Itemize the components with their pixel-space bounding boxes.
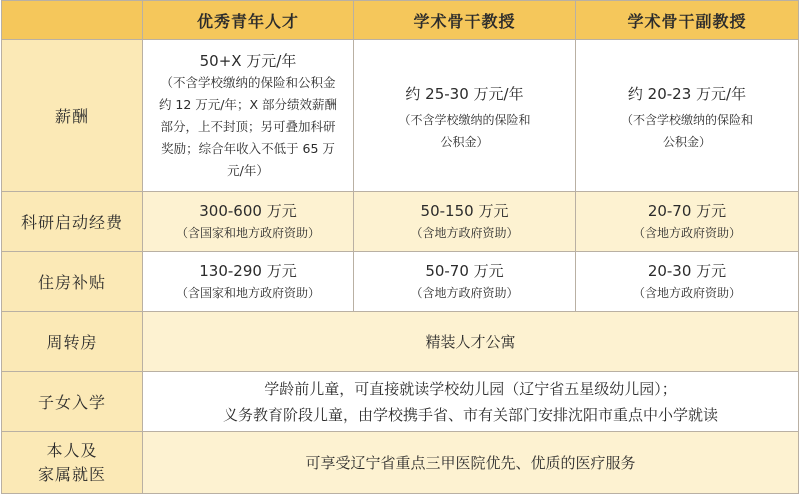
salary-c1-note-3: 部分，上不封顶；另可叠加科研 <box>160 118 336 134</box>
housing-professor <box>354 252 576 312</box>
children-row <box>2 372 799 432</box>
header-academic-professor: 学术骨干教授 <box>354 1 576 40</box>
research-c3-note: （含地方政府资助） <box>632 225 741 240</box>
research-c1-main: 300-600 万元 <box>199 201 297 220</box>
research-associate-professor <box>576 192 799 252</box>
research-professor <box>354 192 576 252</box>
housing-c1-note: （含国家和地方政府资助） <box>175 285 320 300</box>
header-excellent-youth: 优秀青年人才 <box>143 1 354 40</box>
housing-associate-professor <box>576 252 799 312</box>
header-corner <box>2 1 143 40</box>
benefits-table <box>1 0 799 494</box>
salary-c3-main: 约 20-23 万元/年 <box>627 84 747 103</box>
salary-c2-note-1: （不含学校缴纳的保险和 <box>398 112 531 127</box>
salary-associate-professor <box>576 40 799 192</box>
salary-c1-note-4: 奖励；综合年收入不低于 65 万 <box>161 140 335 156</box>
header-row <box>2 1 799 40</box>
row-label-salary: 薪酬 <box>2 40 143 192</box>
housing-c3-main: 20-30 万元 <box>647 261 727 280</box>
research-excellent-youth <box>143 192 354 252</box>
row-label-apartment: 周转房 <box>2 312 143 372</box>
housing-c2-main: 50-70 万元 <box>425 261 504 280</box>
research-c1-note: （含国家和地方政府资助） <box>175 225 320 240</box>
salary-c1-note-5: 元/年） <box>227 162 269 178</box>
research-c3-main: 20-70 万元 <box>647 201 727 220</box>
research-c2-note: （含地方政府资助） <box>410 225 519 240</box>
children-line-1: 学龄前儿童，可直接就读学校幼儿园（辽宁省五星级幼儿园）； <box>264 379 677 398</box>
apartment-row <box>2 312 799 372</box>
salary-c1-main: 50+X 万元/年 <box>199 51 297 70</box>
salary-c1-note-2: 约 12 万元/年；X 部分绩效薪酬 <box>158 96 338 112</box>
salary-c2-main: 约 25-30 万元/年 <box>405 84 524 103</box>
row-label-medical <box>2 432 143 494</box>
housing-excellent-youth <box>143 252 354 312</box>
salary-c2-note-2: 公积金） <box>440 134 489 149</box>
housing-c3-note: （含地方政府资助） <box>632 285 741 300</box>
row-label-research-funding: 科研启动经费 <box>2 192 143 252</box>
housing-row <box>2 252 799 312</box>
row-label-housing-subsidy: 住房补贴 <box>2 252 143 312</box>
salary-excellent-youth <box>143 40 354 192</box>
medical-label-line-2: 家属就医 <box>37 464 106 484</box>
apartment-value: 精装人才公寓 <box>143 312 799 372</box>
salary-row <box>2 40 799 192</box>
housing-c1-main: 130-290 万元 <box>199 261 297 280</box>
salary-c3-note-2: 公积金） <box>662 134 711 149</box>
row-label-children-education: 子女入学 <box>2 372 143 432</box>
housing-c2-note: （含地方政府资助） <box>410 285 519 300</box>
medical-row <box>2 432 799 494</box>
header-academic-associate-professor: 学术骨干副教授 <box>576 1 799 40</box>
medical-value: 可享受辽宁省重点三甲医院优先、优质的医疗服务 <box>143 432 799 494</box>
salary-professor <box>354 40 576 192</box>
salary-c3-note-1: （不含学校缴纳的保险和 <box>620 112 753 127</box>
medical-label-line-1: 本人及 <box>46 440 98 460</box>
children-line-2: 义务教育阶段儿童，由学校携手省、市有关部门安排沈阳市重点中小学就读 <box>222 405 718 424</box>
children-value <box>143 372 799 432</box>
salary-c1-note-1: （不含学校缴纳的保险和公积金 <box>160 74 336 90</box>
research-row <box>2 192 799 252</box>
research-c2-main: 50-150 万元 <box>420 201 509 220</box>
